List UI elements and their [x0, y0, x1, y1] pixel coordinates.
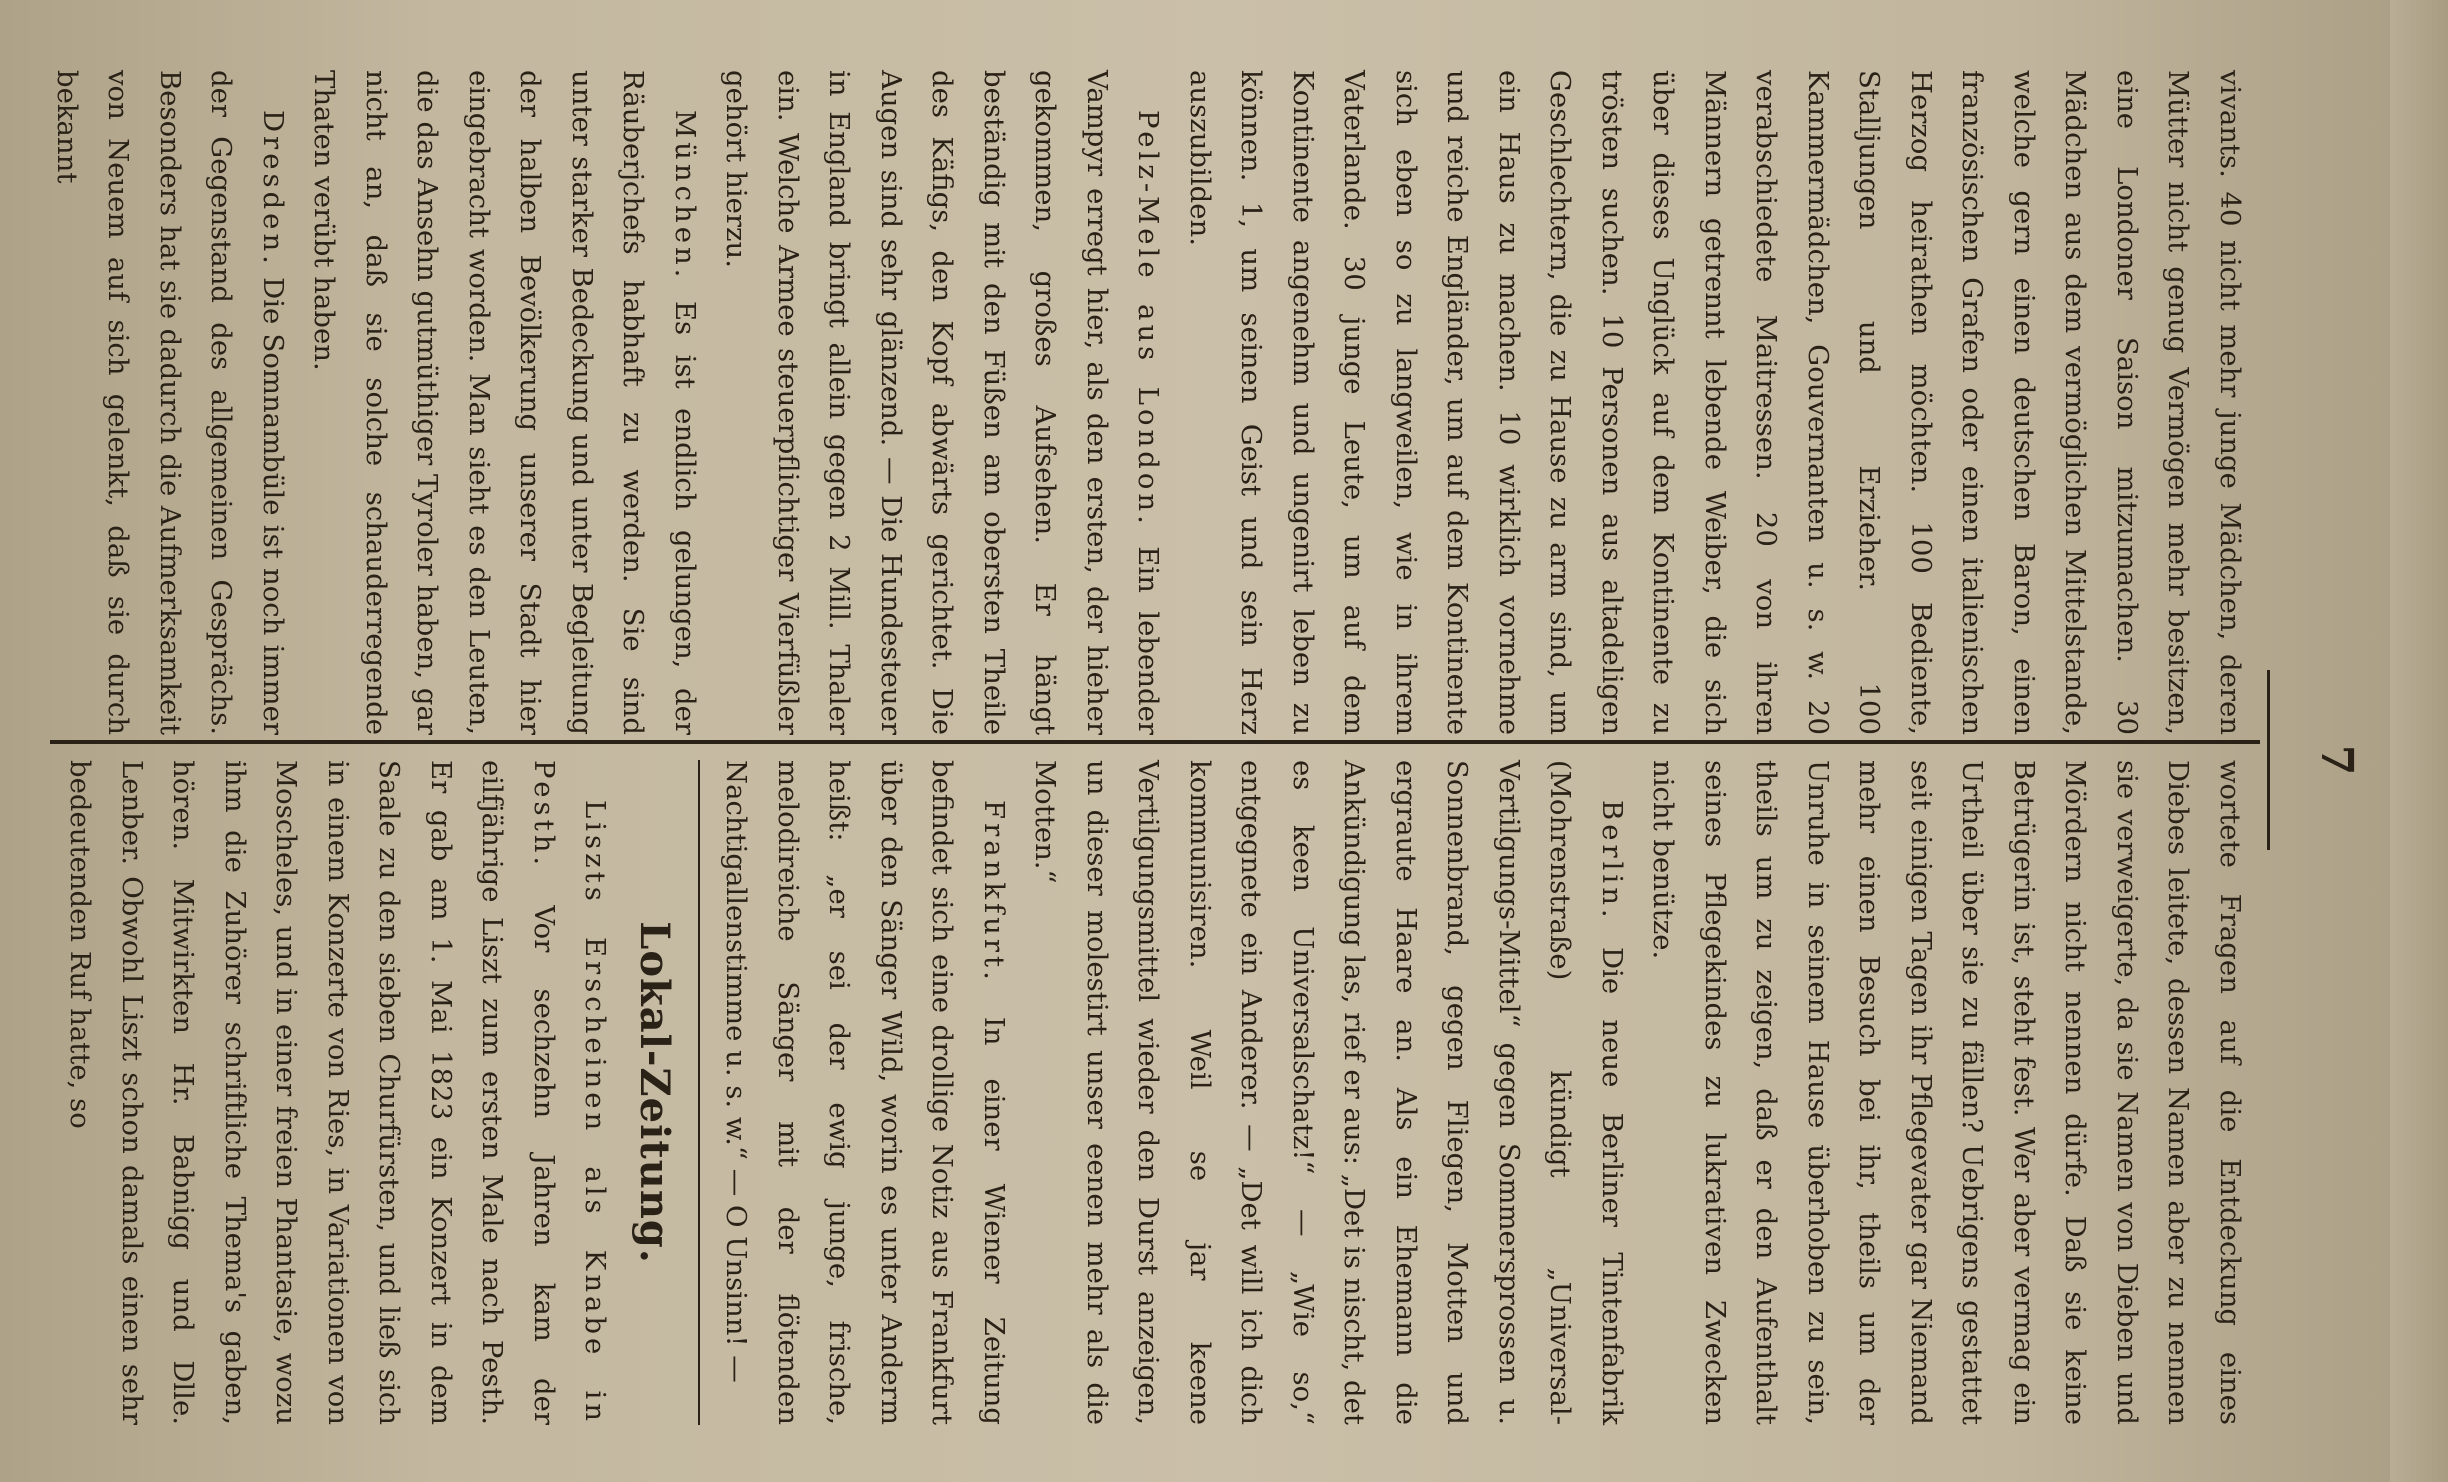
dateline-muenchen: München. — [669, 110, 701, 282]
left-paragraph-4 — [41, 70, 299, 735]
right-paragraph-1: wortete Fragen auf die Entdeckung eines Diebes leitete, dessen Namen aber zu nennen sie verweigerte, da sie Namen von Dieben und Mördern nicht nennen dürfe. Daß sie keine Betrügerin ist, steht fest. Wer aber vermag ein Urtheil über sie zu fällen? Uebrigens gestattet seit einigen Tagen ihr Pflegevater gar Niemand mehr einen Besuch bei ihr, theils um der Unruhe in seinem Hause überhoben zu sein, theils um zu zeigen, daß er den Aufenthalt seines Pflegekindes zu lukrativen Zwecken nicht benütze. — [1647, 760, 2246, 1425]
section-title: Lokal-Zeitung. — [631, 921, 678, 1264]
right-paragraph-4 — [54, 760, 621, 1425]
right-column — [55, 760, 2255, 1425]
right-paragraph-3-text: In einer Wiener Zeitung befindet sich eine drollige Notiz aus Frankfurt über den Sänger Wild, worin es unter Anderm heißt: „er sei der ewig junge, frische, melodireiche Sänger mit der flötenden Nachtigallenstimme u. s. w.“ — O Unsinn! — — [720, 760, 1010, 1425]
left-paragraph-3 — [298, 70, 710, 735]
headline-liszt: Liszts Erscheinen als Knabe in Pesth. — [528, 760, 612, 1425]
right-paragraph-3 — [710, 760, 1019, 1425]
left-paragraph-2 — [710, 70, 1174, 735]
left-column — [51, 70, 2255, 735]
left-paragraph-2-text: Ein lebender Vampyr erregt hier, als den ersten, der hieher gekommen, großes Aufsehen. Er hängt beständig mit den Füßen am obersten Theile des Käfigs, den Kopf abwärts gerichtet. Die Augen sind sehr glänzend. — Die Hundesteuer in England bringt allein gegen 2 Mill. Thaler ein. Welche Armee steuerpflichtiger Vierfüßler gehört hierzu. — [720, 70, 1165, 735]
page-edge — [2390, 0, 2448, 1482]
left-paragraph-4-text: Die Somnambüle ist noch immer der Gegenstand des allgemeinen Gesprächs. Besonders hat sie dadurch die Aufmerksamkeit von Neuem auf sich gelenkt, daß sie durch bekannt — [51, 70, 289, 735]
dateline-london: Pelz-Mele aus London. — [1132, 110, 1165, 528]
page-number: 7 — [2311, 744, 2362, 776]
right-paragraph-4-text: Vor sechzehn Jahren kam der eilfjährige Liszt zum ersten Male nach Pesth. Er gab am 1. Mai 1823 ein Konzert in dem Saale zu den sieben Churfürsten, und ließ sich in einem Konzerte von Ries, in Variationen von Moscheles, und in einer freien Phantasie, wozu ihm die Zuhörer schriftliche Thema's gaben, hören. Mitwirkten Hr. Babnigg und Dlle. Lenber. Obwohl Liszt schon damals einen sehr bedeutenden Ruf hatte, so — [64, 760, 560, 1425]
dateline-berlin: Berlin. — [1596, 800, 1628, 922]
right-paragraph-2-text: Die neue Berliner Tintenfabrik (Mohrenstraße) kündigt „Universal-Vertilgungs-Mittel“ gegen Sommersprossen u. Sonnenbrand, gegen Fliegen, Motten und ergraute Haare an. Als ein Ehemann die Ankündigung las, rief er aus: „Det is nischt, det es keen Universalschatz!“ — „Wie so,“ entgegnete ein Anderer. — „Det will ich dich kommunisiren. Weil se jar keene Vertilgungsmittel wieder den Durst anzeigen, un dieser molestirt unser eenen mehr als die Motten.“ — [1029, 760, 1628, 1425]
dateline-frankfurt: Frankfurt. — [978, 800, 1010, 984]
right-paragraph-2 — [1019, 760, 1637, 1425]
left-paragraph-1: vivants. 40 nicht mehr junge Mädchen, deren Mütter nicht genug Vermögen mehr besitzen, eine Londoner Saison mitzumachen. 30 Mädchen aus dem vermöglichen Mittelstande, welche gern einen deutschen Baron, einen französischen Grafen oder einen italienischen Herzog heirathen möchten. 100 Bediente, Stalljungen und Erzieher. 100 Kammermädchen, Gouvernanten u. s. w. 20 verabschiedete Maitressen. 20 von ihren Männern getrennt lebende Weiber, die sich über dieses Unglück auf dem Kontinente zu trösten suchen. 10 Personen aus altadeligen Geschlechtern, die zu Hause zu arm sind, um ein Haus zu machen. 10 wirklich vornehme und reiche Engländer, um auf dem Kontinente sich eben so zu langweilen, wie in ihrem Vaterlande. 30 junge Leute, um auf dem Kontinente angenehm und ungenirt leben zu können. 1, um seinen Geist und sein Herz auszubilden. — [1184, 70, 2246, 735]
header-rule — [2267, 670, 2270, 850]
newspaper-page — [50, 40, 2380, 1440]
dateline-dresden: Dresden. — [257, 110, 289, 268]
left-paragraph-3-text: Es ist endlich gelungen, der Räuberjchefs habhaft zu werden. Sie sind unter starker Bedeckung und unter Begleitung der halben Bevölkerung unserer Stadt hier eingebracht worden. Man sieht es den Leuten, die das Ansehn gutmüthiger Tyroler haben, gar nicht an, daß sie solche schauderregende Thaten verübt haben. — [308, 70, 701, 735]
section-rule — [698, 760, 700, 1425]
column-divider — [50, 740, 2260, 744]
